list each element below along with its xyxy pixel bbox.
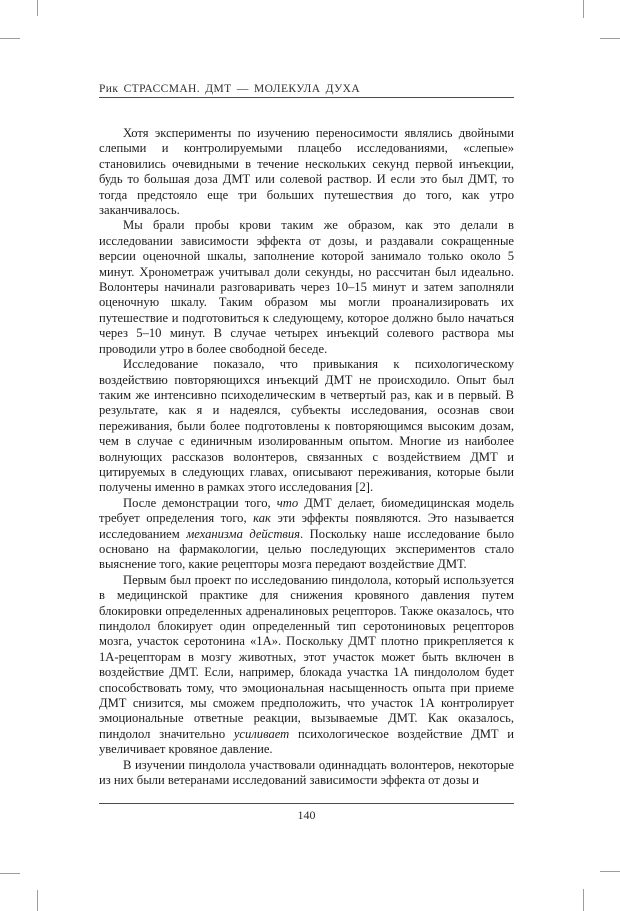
crop-mark-bottom-right-vertical — [583, 889, 584, 911]
paragraph — [99, 496, 514, 573]
crop-mark-top-left-vertical — [37, 0, 38, 16]
paragraph-text-italic: что — [276, 495, 299, 510]
paragraph-text-italic: механизма действия — [186, 526, 301, 541]
paragraph-text: После демонстрации того, — [123, 495, 277, 510]
crop-mark-bottom-left-vertical — [37, 890, 38, 911]
crop-mark-top-right-vertical — [583, 0, 584, 18]
paragraph-text: Хотя эксперименты по изучению переносимости являлись двойными слепыми и контролируемыми плацебо исследованиями, «слепые» становились очевидными в течение нескольких секунд первой инъекции, будь то большая доза ДМТ или солевой раствор. И если это был ДМТ, то тогда предстояло еще три больших путешествия до того, как утро заканчивалось. — [99, 126, 514, 218]
crop-mark-top-left-horizontal — [0, 38, 20, 39]
crop-mark-top-right-horizontal — [600, 38, 620, 39]
paragraph — [99, 357, 514, 496]
paragraph — [99, 573, 514, 758]
paragraph-text: ДМТ делает, биомедицинская модель требует определения того, — [99, 495, 514, 526]
paragraph-text: психологическое воздействие ДМТ и увеличивает кровяное давление. — [99, 726, 514, 757]
crop-mark-bottom-left-horizontal — [0, 873, 20, 874]
body-paragraphs — [99, 126, 514, 788]
running-header: Рик СТРАССМАН. ДМТ — МОЛЕКУЛА ДУХА — [99, 83, 361, 95]
paragraph-text: Первым был проект по исследованию пиндолола, который используется в медицинской практике для снижения кровяного давления путем блокировки определенных адреналиновых рецепторов. Также оказалось, что пиндолол блокирует один определенный тип серотониновых рецепторов мозга, участок серотонина «1А». Поскольку ДМТ плотно прикрепляется к 1А-рецепторам в мозгу животных, этот участок может быть включен в воздействие ДМТ. Если, например, блокада участка 1А пиндололом будет способствовать тому, что эмоциональная насыщенность опыта при приеме ДМТ снизится, мы сможем предположить, что участок 1А контролирует эмоциональные ответные реакции, вызываемые ДМТ. Как оказалось, пиндолол значительно — [99, 572, 514, 741]
paragraph — [99, 218, 514, 357]
paragraph — [99, 126, 514, 218]
paragraph — [99, 758, 514, 789]
paragraph-text: Мы брали пробы крови таким же образом, как это делали в исследовании зависимости эффекта от дозы, и раздавали сокращенные версии оценочной шкалы, заполнение которой занимало только около 5 минут. Хронометраж учитывал доли секунды, но рассчитан был идеально. Волонтеры начинали разговаривать через 10–15 минут и затем заполняли оценочную шкалу. Таким образом мы могли проанализировать их путешествие и подготовиться к следующему, которое должно было начаться через 5–10 минут. В случае четырех инъекций солевого раствора мы проводили утро в более свободной беседе. — [99, 218, 514, 356]
page-number: 140 — [297, 808, 316, 822]
crop-mark-bottom-right-horizontal — [600, 871, 620, 872]
paragraph-text-italic: как — [253, 511, 271, 526]
paragraph-text: В изучении пиндолола участвовали одиннадцать волонтеров, некоторые из них были ветеранами исследований зависимости эффекта от дозы и — [99, 757, 514, 788]
footer-rule — [99, 803, 514, 804]
paragraph-text-italic: усиливает — [233, 726, 290, 741]
header-rule — [99, 97, 514, 98]
paragraph-text: . Поскольку наше исследование было основано на фармакологии, целью последующих экспериментов стало выяснение того, какие рецепторы мозга передают воздействие ДМТ. — [99, 526, 514, 572]
paragraph-text: эти эффекты появляются. Это называется исследованием — [99, 511, 514, 541]
paragraph-text: Исследование показало, что привыкания к психологическому воздействию повторяющихся инъекций ДМТ не происходило. Опыт был таким же интенсивно психоделическим в четвертый раз, как и в первый. В результате, как я и надеялся, субъекты исследования, осознав свои переживания, были более подготовлены к повторяющимся высоким дозам, чем в случае с единичным изолированным опытом. Многие из наиболее волнующих рассказов волонтеров, связанных с воздействием ДМТ и цитируемых в следующих главах, описывают переживания, которые были получены именно в рамках этого исследования [2]. — [99, 357, 514, 495]
